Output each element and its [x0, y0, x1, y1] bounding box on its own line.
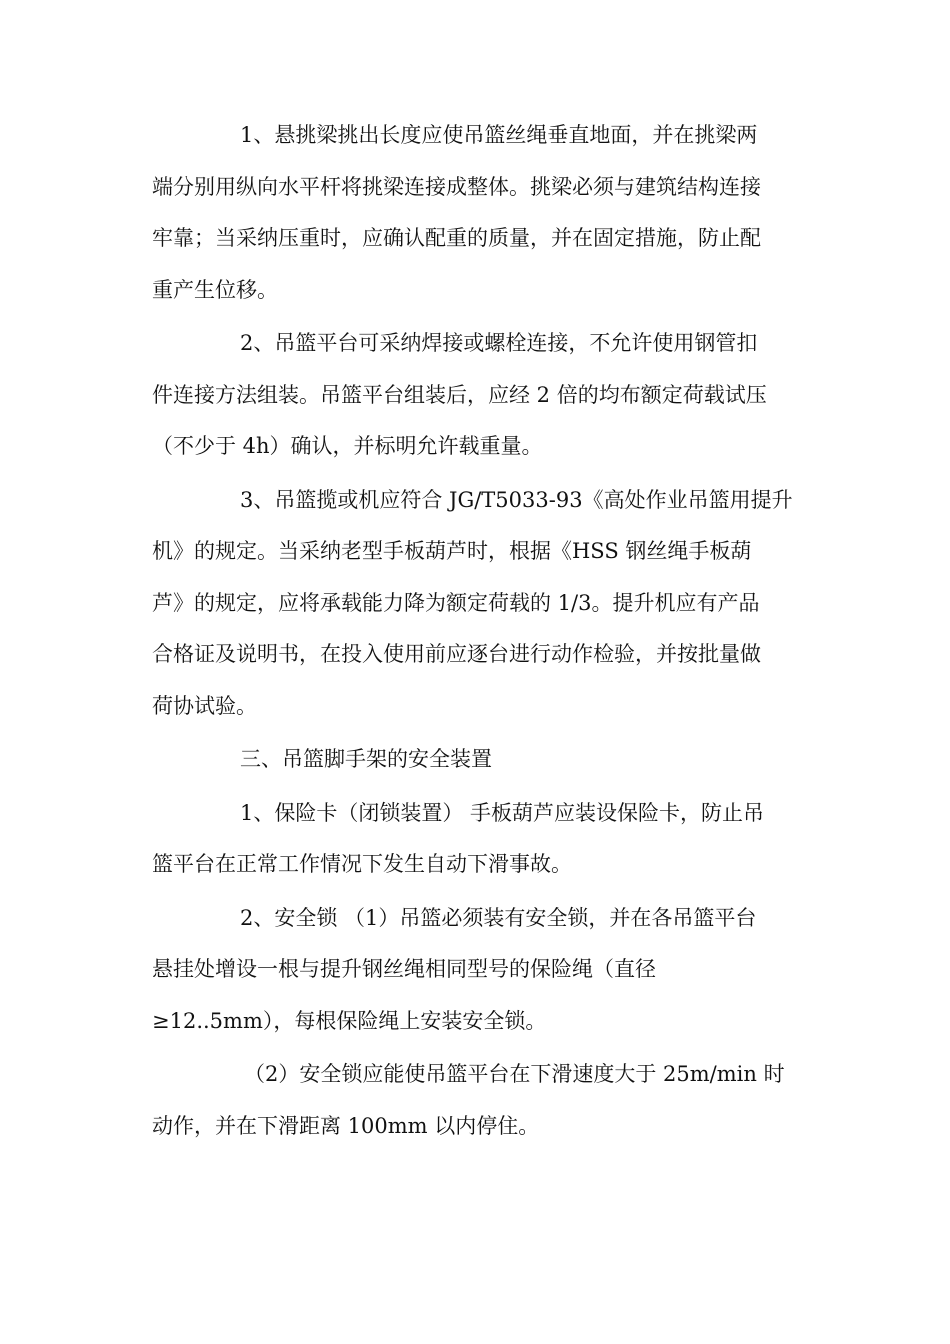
paragraph-line: 1、悬挑梁挑出长度应使吊篮丝绳垂直地面，并在挑梁两 [240, 123, 758, 147]
paragraph-safety-catch [152, 788, 802, 891]
paragraph-line: 芦》的规定，应将承载能力降为额定荷载的 1/3。提升机应有产品 [152, 590, 760, 615]
paragraph-platform-assembly [152, 318, 802, 473]
paragraph-lock-speed [152, 1049, 802, 1152]
document-body [152, 110, 802, 1154]
paragraph-line: 篮平台在正常工作情况下发生自动下滑事故。 [152, 852, 572, 876]
paragraph-outrigger-beam [152, 110, 802, 316]
paragraph-line: 动作，并在下滑距离 100mm 以内停住。 [152, 1113, 540, 1138]
paragraph-line: 2、安全锁 （1）吊篮必须装有安全锁，并在各吊篮平台 [240, 905, 757, 930]
paragraph-hoist-standard [152, 475, 802, 733]
paragraph-line: 荷协试验。 [152, 693, 257, 718]
paragraph-line: （2）安全锁应能使吊篮平台在下滑速度大于 25m/min 时 [244, 1062, 785, 1086]
paragraph-line: 端分别用纵向水平杆将挑梁连接成整体。挑梁必须与建筑结构连接 [152, 174, 761, 199]
paragraph-line: 机》的规定。当采纳老型手板葫芦时，根据《HSS 钢丝绳手板葫 [152, 539, 752, 563]
paragraph-line: 1、保险卡（闭锁装置） 手板葫芦应装设保险卡，防止吊 [240, 800, 765, 825]
paragraph-line: 3、吊篮揽或机应符合 JG/T5033-93《高处作业吊篮用提升 [240, 487, 793, 512]
paragraph-line: （不少于 4h）确认，并标明允许载重量。 [152, 434, 543, 458]
paragraph-line: ≥12..5mm），每根保险绳上安装安全锁。 [152, 1008, 547, 1033]
paragraph-line: 牢靠；当采纳压重时，应确认配重的质量，并在固定措施，防止配 [152, 226, 761, 250]
section-heading: 三、吊篮脚手架的安全装置 [240, 747, 492, 771]
paragraph-line: 件连接方法组装。吊篮平台组装后，应经 2 倍的均布额定荷载试压 [152, 382, 767, 407]
paragraph-line: 重产生位移。 [152, 277, 278, 302]
section-heading-safety-devices [152, 734, 802, 786]
paragraph-line: 2、吊篮平台可采纳焊接或螺栓连接，不允许使用钢管扣 [240, 331, 758, 355]
paragraph-line: 悬挂处增设一根与提升钢丝绳相同型号的保险绳（直径 [152, 957, 656, 981]
paragraph-safety-lock [152, 893, 802, 1048]
paragraph-line: 合格证及说明书，在投入使用前应逐台进行动作检验，并按批量做 [152, 642, 761, 666]
